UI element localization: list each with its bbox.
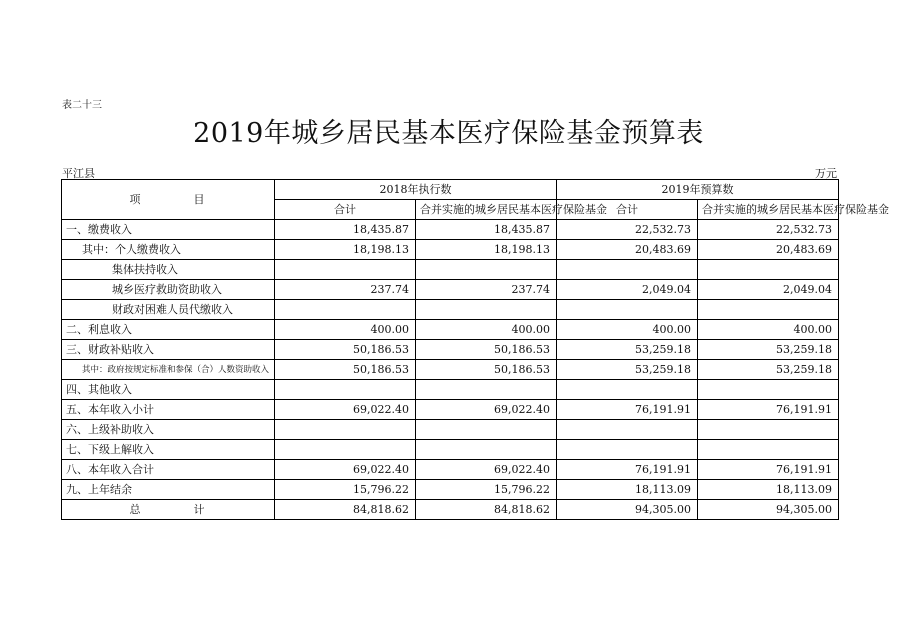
row-label: 集体扶持收入 (62, 260, 275, 280)
value-2019-merged: 18,113.09 (698, 480, 839, 500)
value-2018-total (275, 300, 416, 320)
total-row (62, 500, 839, 520)
table-row (62, 360, 839, 380)
row-label: 三、财政补贴收入 (62, 340, 275, 360)
value-2018-merged: 400.00 (416, 320, 557, 340)
value-2019-merged (698, 380, 839, 400)
value-2018-merged: 50,186.53 (416, 360, 557, 380)
value-2019-total (557, 300, 698, 320)
row-label: 九、上年结余 (62, 480, 275, 500)
table-row (62, 320, 839, 340)
value-2019-total (557, 380, 698, 400)
value-2019-merged: 76,191.91 (698, 400, 839, 420)
value-2019-merged: 53,259.18 (698, 340, 839, 360)
header-2018-total: 合计 (275, 200, 416, 220)
value-2018-total: 237.74 (275, 280, 416, 300)
row-label: 一、缴费收入 (62, 220, 275, 240)
table-row (62, 260, 839, 280)
header-2018-merged: 合并实施的城乡居民基本医疗保险基金 (416, 200, 557, 220)
row-label: 其中：政府按规定标准和参保（合）人数资助收入 (62, 360, 275, 380)
row-label: 四、其他收入 (62, 380, 275, 400)
row-label: 二、利息收入 (62, 320, 275, 340)
value-2018-total (275, 380, 416, 400)
value-2018-merged (416, 380, 557, 400)
value-2018-total: 84,818.62 (275, 500, 416, 520)
value-2019-merged: 76,191.91 (698, 460, 839, 480)
value-2018-total: 15,796.22 (275, 480, 416, 500)
row-label: 其中：个人缴费收入 (62, 240, 275, 260)
value-2018-total: 400.00 (275, 320, 416, 340)
value-2018-merged (416, 300, 557, 320)
value-2018-total (275, 260, 416, 280)
value-2019-merged: 400.00 (698, 320, 839, 340)
table-row (62, 420, 839, 440)
value-2019-total: 76,191.91 (557, 400, 698, 420)
value-2018-total: 69,022.40 (275, 460, 416, 480)
table-row (62, 440, 839, 460)
value-2019-merged (698, 440, 839, 460)
value-2018-merged (416, 440, 557, 460)
value-2019-total (557, 420, 698, 440)
header-2019-total: 合计 (557, 200, 698, 220)
header-2019-merged: 合并实施的城乡居民基本医疗保险基金 (698, 200, 839, 220)
value-2019-merged (698, 260, 839, 280)
value-2019-total: 53,259.18 (557, 340, 698, 360)
table-row (62, 400, 839, 420)
header-row-years (62, 180, 839, 200)
value-2019-merged: 2,049.04 (698, 280, 839, 300)
value-2018-merged: 18,198.13 (416, 240, 557, 260)
region-label: 平江县 (62, 167, 95, 180)
row-label: 七、下级上解收入 (62, 440, 275, 460)
value-2019-total: 53,259.18 (557, 360, 698, 380)
table-number: 表二十三 (62, 100, 102, 111)
value-2019-total: 400.00 (557, 320, 698, 340)
value-2018-total (275, 440, 416, 460)
value-2018-merged: 15,796.22 (416, 480, 557, 500)
value-2018-total: 50,186.53 (275, 360, 416, 380)
value-2019-merged (698, 420, 839, 440)
total-label-char-1: 总 (129, 502, 143, 516)
row-label: 八、本年收入合计 (62, 460, 275, 480)
item-header-char-2: 目 (193, 192, 207, 206)
value-2019-merged (698, 300, 839, 320)
value-2018-merged: 50,186.53 (416, 340, 557, 360)
value-2019-total: 18,113.09 (557, 480, 698, 500)
value-2018-merged (416, 420, 557, 440)
value-2019-merged: 22,532.73 (698, 220, 839, 240)
table-row (62, 240, 839, 260)
value-2019-total (557, 260, 698, 280)
value-2018-total: 18,198.13 (275, 240, 416, 260)
row-label: 城乡医疗救助资助收入 (62, 280, 275, 300)
page-title: 2019年城乡居民基本医疗保险基金预算表 (193, 118, 704, 149)
budget-table (61, 179, 889, 520)
value-2018-total: 50,186.53 (275, 340, 416, 360)
header-2018: 2018年执行数 (275, 180, 557, 200)
table-row (62, 380, 839, 400)
value-2018-total: 18,435.87 (275, 220, 416, 240)
value-2018-merged: 237.74 (416, 280, 557, 300)
row-label: 五、本年收入小计 (62, 400, 275, 420)
total-label-char-2: 计 (193, 502, 207, 516)
value-2019-total (557, 440, 698, 460)
value-2018-total (275, 420, 416, 440)
item-column-header (62, 180, 275, 220)
unit-label: 万元 (815, 167, 837, 180)
row-label: 财政对困难人员代缴收入 (62, 300, 275, 320)
value-2018-merged: 84,818.62 (416, 500, 557, 520)
value-2018-total: 69,022.40 (275, 400, 416, 420)
value-2018-merged: 18,435.87 (416, 220, 557, 240)
value-2018-merged (416, 260, 557, 280)
value-2019-total: 94,305.00 (557, 500, 698, 520)
value-2019-merged: 94,305.00 (698, 500, 839, 520)
value-2019-merged: 20,483.69 (698, 240, 839, 260)
header-2019: 2019年预算数 (557, 180, 839, 200)
table-row (62, 300, 839, 320)
value-2019-total: 76,191.91 (557, 460, 698, 480)
item-header-char-1: 项 (129, 192, 143, 206)
value-2019-merged: 53,259.18 (698, 360, 839, 380)
row-label: 六、上级补助收入 (62, 420, 275, 440)
total-label (62, 500, 275, 520)
value-2019-total: 2,049.04 (557, 280, 698, 300)
table-row (62, 480, 839, 500)
value-2018-merged: 69,022.40 (416, 460, 557, 480)
value-2019-total: 22,532.73 (557, 220, 698, 240)
table-row (62, 340, 839, 360)
table-row (62, 280, 839, 300)
value-2019-total: 20,483.69 (557, 240, 698, 260)
table-row (62, 460, 839, 480)
table-row (62, 220, 839, 240)
value-2018-merged: 69,022.40 (416, 400, 557, 420)
